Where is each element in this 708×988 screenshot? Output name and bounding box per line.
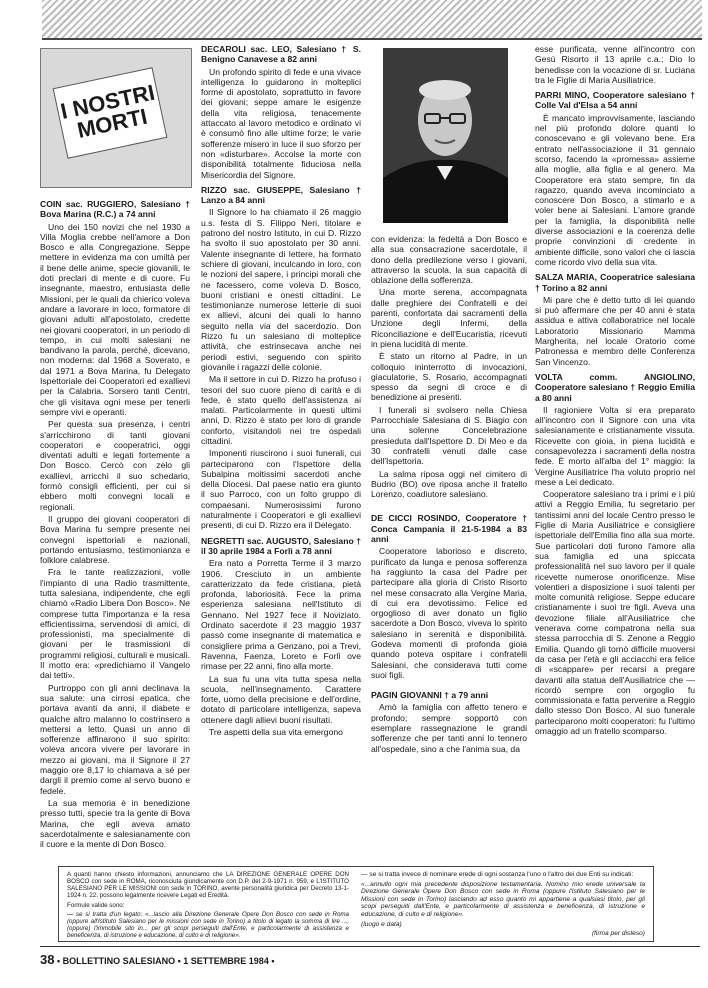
portrait-photo [383,48,508,223]
paragraph: Uno dei 150 novizi che nel 1930 a Villa Moglia crebbe nell'amore a Don Bosco e alla Congregazione. Seppe mettere in evidenza ma con umiltà per il bene delle anime, specie giovanili, le doti preclari di mente e di cuore. Fu insegnante, maestro, entusiasta delle Missioni, per le quali da chierico voleva andare a lavorare in loco, formatore di giovani adulti all'apostolato, credette nei giovani cooperatori, in un periodo di tempo, in cui molti salesiani ne bandivano la parola, perché, dicevano, non moderna: dal 1968 a Soverato, e dal 1971 a Bova Marina, fu Delegato Ispettoriale dei Cooperatori ed exallievi per la Calabria. Sorsero tanti Centri, che gli visitava ogni mese per tenerli sempre vivi e operanti. [40,221,191,417]
obituary-heading: SALZA MARIA, Cooperatrice salesiana † Torino a 82 anni [535,272,695,293]
paragraph: Fra le tante realizzazioni, volle l'impianto di una Radio trasmittente, tutta salesiana, indipendente, che egli chiamò «Radio Libera Don Bosco». Ne comprese tutta l'importanza e la resa efficientissima, servendosi di amici, di professionisti, ma specialmente di giovani per le trasmissioni di programmi religiosi, culturali e musicali. Il motto era: «predichiamo il Vangelo dai tetti». [40,567,190,681]
section-title-card [53,67,168,159]
paragraph: Era nato a Porretta Terme il 3 marzo 1906. Cresciuto in un ambiente caratterizzato da fede cristiana, pietà profonda, laboriosità. Fece la prima esperienza salesiana nell'Istituto di Gennano. Nel 1927 fece il Noviziato. Ordinato sacerdote il 23 maggio 1937 passò come insegnante di matematica e consigliere prima a Genzano, poi a Trevi, Ravenna, Faenza, Loreto e Forlì ove rimase per 22 anni, fino alla morte. [201,558,361,672]
obituary-heading: PAGIN GIOVANNI † a 79 anni [371,690,489,701]
obituary-heading: NEGRETTI sac. AUGUSTO, Salesiano † il 30 aprile 1984 a Forlì a 78 anni [201,535,361,556]
obituary-heading: COIN sac. RUGGIERO, Salesiano † Bova Marina (R.C.) a 74 anni [40,199,190,220]
paragraph: Ma il settore in cui D. Rizzo ha profuso i tesori del suo cuore pieno di carità e di fede, è stato quello dell'assistenza ai malati. Particolarmente in questi ultimi anni, D. Rizzo è stato per loro di grande conforto, visitandoli nei tre ospedali cittadini. [201,374,361,446]
paragraph: Mi pare che è detto tutto di lei quando si può affermare che per 40 anni è stata assidua e attiva collaboratrice nel locale Laboratorio Missionario Mamma Margherita, nel locale Oratorio come Patronessa e membro delle Conferenza San Vincenzo. [535,294,695,367]
legacy-notice-box [58,866,654,942]
paragraph: Imponenti riuscirono i suoi funerali, cui parteciparono con l'Ispettore della Subalpina moltissimi sacerdoti anche della Diocesi. Dal paese natìo era giunto il suo Parroco, con un folto gruppo di compaesani. Numerosissimi furono naturalmente i Cooperatori e gli exallievi presenti, di cui D. Rizzo era il Delegato. [201,448,361,531]
section-title-box [40,48,192,188]
paragraph: Purtroppo con gli anni declinava la sua salute: una cirrosi epatica, che portava avanti da anni, il diabete e qualche altro malanno lo costrinsero a mettersi a letto. Quasi un anno di sofferenze affinarono il suo spirito: voleva ancora vivere per lavorare in mezzo ai giovani, ma il Signore il 27 maggio ore 8,17 lo chiamava a sé per dargli il premio come al servo buono e fedele. [40,682,190,796]
paragraph: Tre aspetti della sua vita emergono [209,727,343,737]
column-2 [201,44,361,739]
paragraph: I funerali si svolsero nella Chiesa Parrocchiale Salesiana di S. Biagio con una solenne Concelebrazione presieduta dall'Ispettore D. Di Meo e da 30 confratelli venuti dalle case dell'Ispettoria. [371,404,527,467]
obituary-heading: PARRI MINO, Cooperatore salesiano † Colle Val d'Elsa a 54 anni [535,90,695,111]
paragraph: È stato un ritorno al Padre, in un colloquio ininterrotto di invocazioni, giaculatorie, S. Rosario, accompagnati spesso da segni di croce e di benedizione ai presenti. [371,351,527,403]
notice-right-column [361,871,645,940]
obituary-heading: DE CICCI ROSINDO, Cooperatore † Conca Campania il 21-5-1984 a 83 anni [371,513,527,545]
header-pattern-band [42,0,702,40]
paragraph: con evidenza: la fedeltà a Don Bosco e alla sua consacrazione sacerdotale, il dono della predilezione verso i giovani, attraverso la scuola, la sua capacità di oblazione della sofferenza. [371,234,527,286]
section-title: I NOSTRI MORTI [58,79,157,143]
portrait-illustration [383,48,508,223]
paragraph: La salma riposa oggi nel cimitero di Budrio (BO) ove riposa anche il fratello Lorenzo, coadiutore salesiano. [371,468,527,500]
notice-left-column [67,871,349,941]
paragraph: Cooperatore salesiano tra i primi e i più attivi a Reggio Emilia, fu segretario per tantissimi anni del locale Centro presso le Figlie di Maria Ausiliatrice e consigliere ispettoriale dell'Emilia fino alla sua morte. Sue particolari doti furono l'amore alla sua famiglia ed una spiccata professionalità nel suo lavoro per il quale ricevette numerose onorificenze. Mise volentieri a disposizione i suoi talenti per molte comunità religiose. Seppe educare cristianamente i suoi tre figli. Aveva una devozione filiale all'Ausiliatrice che venerava come compatrona nella sua stessa parrocchia di S. Zenone a Reggio Emilia. Quando gli tornò difficile muoversi da casa per l'età e gli acciacchi era felice di «scappare» per recarsi a pregare davanti alla statua dell'Ausiliatrice che — ricordò sempre con orgoglio fu commissionata e fatta pervenire a Reggio dallo stesso Don Bosco. Al suo funerale parteciparono molti cooperatori: fu l'ultimo omaggio ad un fratello scomparso. [535,489,695,736]
column-3 [371,234,527,756]
column-1 [40,194,190,851]
paragraph: Amò la famiglia con affetto tenero e profondo; sempre sopportò con esemplare rassegnazione le grandi sofferenze che per tanti anni lo tennero all'ospedale, sino a che l'anima sua, da [371,702,527,754]
obituary-heading: DECAROLI sac. LEO, Salesiano † S. Benigno Canavese a 82 anni [201,44,361,65]
notice-place-date: (luogo e data) [361,920,402,928]
paragraph: esse purificata, venne all'incontro con Gesù Risorto il 13 aprile c.a.; Dio lo benedisse con la vocazione di sr. Luciana tra le Figlie di Maria Ausiliatrice. [535,44,695,85]
notice-signature: (firma per disteso) [591,930,645,938]
footer-divider [40,946,700,947]
paragraph: Il Signore lo ha chiamato il 26 maggio u.s. festa di S. Filippo Neri, titolare e patrono del nostro Istituto, in cui D. Rizzo ha svolto il suo apostolato per 30 anni. Valente insegnante di lettere, ha formato schiere di giovani, inculcando in loro, con le nozioni del sapere, i principi morali che ne facessero, come voleva D. Bosco, buoni cristiani e onesti cittadini. Le testimonianze numerose letterie di suoi ex allievi, alcuni dei quali lo hanno seguito nella via del sacerdozio. Don Rizzo fu un salesiano di molteplice attività, che estrinsecava anche nei periodi estivi, seguendo con spirito giovanile i ragazzi delle colonie. [201,207,361,372]
obituary-heading: VOLTA comm. ANGIOLINO, Cooperatore salesiano † Reggio Emilia a 80 anni [535,371,695,403]
obituary-heading: RIZZO sac. GIUSEPPE, Salesiano † Lanzo a 84 anni [201,184,361,206]
notice-paragraph: Formule valide sono: [67,901,125,909]
column-4 [535,44,695,738]
paragraph: Per questa sua presenza, i centri s'arricchirono di tanti giovani cooperatori e cooperatrici, oggi diventati adulti e legati fortemente a Don Bosco. Cercò con zelo gli exallievi, arricchì il suo schedario, formò consigli efficienti, per cui si ebbero molti convegni locali e regionali. [40,419,190,512]
paragraph: Il gruppo dei giovani cooperatori di Bova Marina fu sempre presente nei convegni ispettoriali e nazionali, portando entusiasmo, testimonianza e folklore calabrese. [40,513,190,566]
notice-paragraph: A quanti hanno chiesto informazioni, annunciamo che LA DIREZIONE GENERALE OPERE DON BOSCO con sede in ROMA, riconosciuta giuridicamente con D.P. del 2-9-1971 n. 959, e L'ISTITUTO SALESIANO PER LE MISSIONI con sede in TORINO, avente personalità giuridica per Decreto 13-1-1924 n. 22, possono legalmente ricevere Legati ed Eredità. [67,871,349,900]
paragraph: È mancato improvvisamente, lasciando nel più profondo dolore quanti lo conoscevano e gli volevano bene. Era entrato nell'associazione il 31 gennaio scorso, facendo la «promessa» assieme alla moglie, alla figlia e al genero. Ma Cooperatore era stato sempre, fin da ragazzo, quando aveva incominciato a conoscere Don Bosco, a stimarlo e a voler bene ai Salesiani. L'amore grande per la famiglia, la disponibilità nelle diverse associazioni e la coerenza delle proprie convinzioni di credente in ambiente difficile, sono valori che ci lascia come ricordo vivo della sua vita. [535,112,695,267]
notice-paragraph: — se si tratta invece di nominare erede di ogni sostanza l'uno o l'altro dei due Enti su indicati: [361,871,634,878]
publication-name: • BOLLETTINO SALESIANO • 1 SETTEMBRE 1984 • [56,956,275,966]
paragraph: Un profondo spirito di fede e una vivace intelligenza lo guidarono in molteplici forme di apostolato, soprattutto in favore dei giovani; seppe amare le esigenze della vita religiosa, tenacemente attaccato al lavoro metodico e ordinato vi è consumò fino alle ultime forze; le varie sofferenze misero in luce il suo sforzo per non «disturbare». Accolse la morte con disponibilità totalmente fiduciosa nella Misericordia del Signore. [201,66,361,180]
notice-paragraph: — se si tratta d'un legato: «...lascio alla Direzione Generale Opere Don Bosco con sede in Roma (oppure all'Istituto Salesiano per le missioni con sede in Torino) a titolo di legato la somma di lire ..., (oppure) l'immobile sito in... per gli scopi perseguiti dall'Ente, e particolarmente di assistenza e beneficenza, di istruzione e educazione, di culto e di religione». [67,910,349,939]
paragraph: Una morte serena, accompagnata dalle preghiere dei Confratelli e dei parenti, confortata dai sacramenti della Unzione degli Infermi, della Riconciliazione e dell'Eucaristia, ricevuti in piena lucidità di mente. [371,287,527,349]
page-number: 38 [40,952,55,967]
paragraph: Il ragioniere Volta si era preparato all'incontro con il Signore con una vita salesianamente e cristianamente vissuta. Ricevette con gioia, in piena lucidità e consapevolezza i sacramenti della nostra fede. È morto all'alba del 1° maggio: la Vergine Ausiliatrice l'ha voluto proprio nel mese a Lei dedicato. [535,404,695,487]
notice-paragraph: «...annullo ogni mia precedente disposizione testamentaria. Nomino mio erede universale la Direzione Generale Opere Don Bosco con sede in Roma (oppure l'Istituto Salesiano per le Missioni con sede in Torino) lasciando ad esso quanto mi appartiene a qualsiasi titolo, per gli scopi perseguiti dall'Ente, e particolarmente di assistenza e beneficenza, di istruzione e educazione, di culto e di religione». [361,880,645,918]
paragraph: La sua memoria è in benedizione presso tutti, specie tra la gente di Bova Marina, che egli aveva amato sacerdotalmente e salesianamente con il cuore e la mente di Don Bosco. [40,797,190,850]
page-footer [40,952,274,967]
paragraph: La sua fu una vita tutta spesa nella scuola, nell'insegnamento. Carattere forte, uomo della precisione e dell'ordine, dotato di particolare intelligenza, sapeva ottenere dagli allievi buoni risultati. [201,673,361,725]
paragraph: Cooperatore laborioso e discreto, purificato da lunga e penosa sofferenza ha raggiunto la casa del Padre per partecipare alla gloria di Cristo Risorto nel mese consacrato alla Vergine Maria, di cui era devotissimo. Felice ed orgoglioso di aver donato un figlio sacerdote a Don Bosco, viveva lo spirito salesiano in serenità e disponibilità. Godeva momenti di profonda gioia quando poteva ospitare i confratelli Salesiani, che considerava tutti come suoi figli. [371,546,527,680]
